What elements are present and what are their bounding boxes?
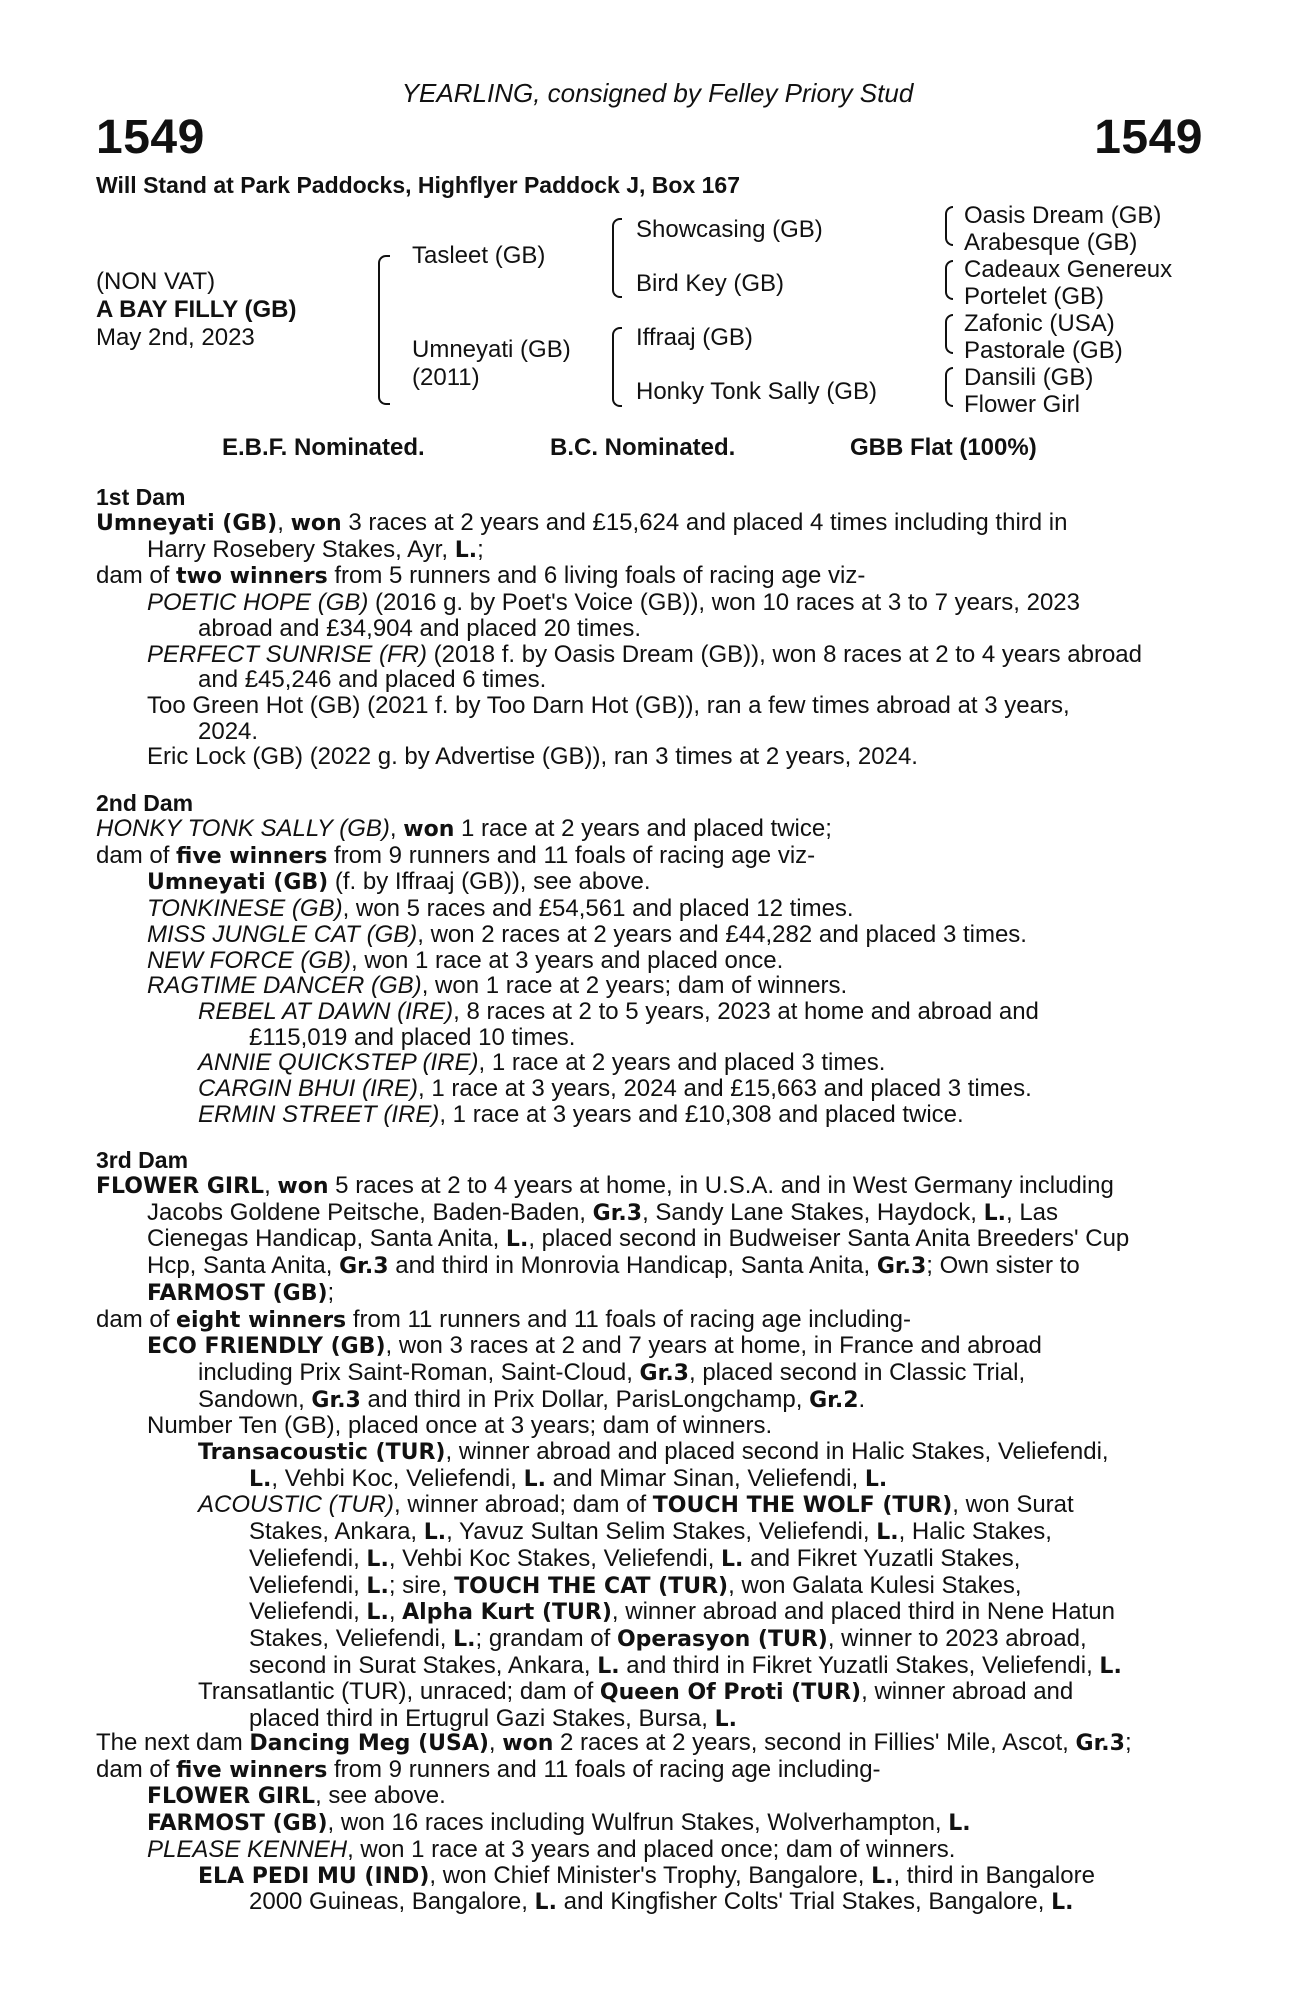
text-line (96, 1076, 1201, 1102)
text-run: FLOWER GIRL (96, 1174, 265, 1199)
text-line (96, 563, 1201, 590)
text-run: Veliefendi, (249, 1598, 367, 1626)
text-run: Dancing Meg (USA) (249, 1731, 489, 1756)
text-run: HONKY TONK SALLY (GB) (96, 815, 390, 842)
text-run: Gr.3 (876, 1254, 927, 1280)
ebf-nomination: E.B.F. Nominated. (222, 434, 425, 461)
text-run: , winner abroad and placed third in Nene Hatun (611, 1598, 1115, 1626)
text-run: Cienegas Handicap, Santa Anita, (147, 1225, 506, 1253)
pedigree-g4: Portelet (GB) (964, 283, 1105, 310)
text-run: , won 16 races including Wulfrun Stakes, Wolverhampton, (327, 1809, 949, 1837)
text-run: five winners (176, 843, 328, 869)
pedigree-dam-year: (2011) (412, 364, 480, 391)
text-line: abroad and £34,904 and placed 20 times. (198, 614, 642, 642)
text-line (96, 948, 1201, 974)
text-run: L. (366, 1573, 389, 1599)
text-run: , winner abroad and (861, 1678, 1074, 1706)
text-line (96, 816, 1201, 843)
text-line (96, 1519, 1201, 1546)
text-run: The next dam (96, 1729, 250, 1756)
stand-location: Will Stand at Park Paddocks, Highflyer Paddock J, Box 167 (96, 172, 740, 198)
text-line (96, 1200, 1201, 1227)
text-run: L. (871, 1863, 894, 1889)
text-run: , Sandy Lane Stakes, Haydock, (642, 1198, 984, 1226)
pedigree-brace-g3 (945, 314, 953, 354)
text-run: L. (523, 1466, 546, 1492)
pedigree-g2: Arabesque (GB) (964, 229, 1138, 256)
text-line (96, 843, 1201, 870)
text-run: and third in Monrovia Handicap, Santa Anita, (388, 1252, 877, 1280)
text-run: ; (327, 1278, 335, 1306)
text-line (96, 1546, 1201, 1573)
lot-number-right: 1549 (1094, 111, 1203, 164)
text-run: , see above. (315, 1782, 446, 1810)
text-line (96, 1889, 1201, 1916)
vat-status: (NON VAT) (96, 268, 216, 295)
text-run: including Prix Saint-Roman, Saint-Cloud, (198, 1358, 640, 1386)
text-line: £115,019 and placed 10 times. (249, 1023, 576, 1051)
pedigree-brace-gen1 (378, 255, 390, 405)
text-run: L. (366, 1600, 389, 1626)
text-run: and Kingfisher Colts' Trial Stakes, Bangalore, (556, 1888, 1052, 1916)
pedigree-g5: Zafonic (USA) (964, 310, 1115, 337)
text-run: , 1 race at 3 years and £10,308 and placed twice. (439, 1100, 964, 1128)
text-run: ACOUSTIC (TUR) (198, 1491, 394, 1519)
lot-number-left: 1549 (96, 111, 205, 164)
text-line (96, 1333, 1201, 1360)
text-run: , 1 race at 3 years, 2024 and £15,663 and placed 3 times. (418, 1075, 1032, 1103)
text-run: Stakes, Veliefendi, (249, 1624, 454, 1652)
text-run: ; (477, 535, 484, 563)
text-run: won (403, 817, 455, 842)
text-run: , winner abroad; dam of (393, 1491, 653, 1519)
text-line (96, 1783, 1201, 1810)
text-line: 2024. (198, 717, 259, 745)
text-run: 2 races at 2 years, second in Fillies' Mile, Ascot, (553, 1729, 1076, 1756)
text-run: Queen Of Proti (TUR) (599, 1680, 862, 1706)
text-line (96, 1173, 1201, 1200)
text-line (96, 896, 1201, 922)
text-run: Alpha Kurt (TUR) (402, 1600, 612, 1626)
text-run: POETIC HOPE (GB) (147, 589, 369, 617)
text-line (96, 510, 1201, 537)
text-run: , third in Bangalore (893, 1861, 1095, 1889)
pedigree-sire-dam: Bird Key (GB) (636, 270, 785, 297)
gbb-flat: GBB Flat (100%) (850, 434, 1037, 461)
text-run: won (290, 511, 342, 536)
text-run: 3 races at 2 years and £15,624 and placed 4 times including third in (341, 509, 1068, 536)
text-run: and third in Prix Dollar, ParisLongchamp, (360, 1385, 810, 1413)
text-line (96, 1837, 1201, 1863)
pedigree-dam-sire: Iffraaj (GB) (636, 324, 753, 351)
second-dam-text (96, 816, 1201, 1127)
text-run: ; sire, (388, 1571, 455, 1599)
text-line (96, 1653, 1201, 1680)
text-run: from 5 runners and 6 living foals of racing age viz- (327, 562, 866, 590)
text-run: Gr.3 (639, 1360, 689, 1386)
text-line (96, 1810, 1201, 1837)
text-run: L. (948, 1811, 971, 1837)
pedigree-brace-g1 (945, 206, 953, 246)
first-dam-text (96, 510, 1201, 770)
text-run: Gr.2 (809, 1387, 859, 1413)
text-run: L. (453, 1626, 476, 1652)
text-run: , (264, 1172, 278, 1199)
text-run: second in Surat Stakes, Ankara, (249, 1651, 598, 1679)
text-run: L. (505, 1227, 529, 1253)
text-line (96, 1466, 1201, 1493)
bc-nomination: B.C. Nominated. (550, 434, 736, 461)
pedigree-dam-dam: Honky Tonk Sally (GB) (636, 378, 877, 405)
text-run: L. (454, 537, 478, 563)
text-run: Transacoustic (TUR) (198, 1440, 446, 1466)
text-run: , won Galata Kulesi Stakes, (728, 1571, 1022, 1599)
text-run: dam of (96, 1305, 177, 1333)
text-run: ERMIN STREET (IRE) (198, 1100, 440, 1128)
text-run: , (388, 1598, 403, 1626)
pedigree-g3: Cadeaux Genereux (964, 256, 1173, 283)
text-run: L. (714, 1707, 737, 1733)
second-dam-heading: 2nd Dam (96, 790, 194, 816)
pedigree-g7: Dansili (GB) (964, 364, 1094, 391)
text-line (96, 1102, 1201, 1128)
text-run: eight winners (176, 1307, 347, 1333)
text-run: PLEASE KENNEH (147, 1835, 348, 1863)
text-run: , won 1 race at 2 years; dam of winners. (421, 972, 848, 1000)
text-run: , (277, 509, 284, 536)
horse-name: A BAY FILLY (GB) (96, 296, 297, 323)
text-run: Gr.3 (311, 1387, 361, 1413)
text-run: TONKINESE (GB) (147, 895, 343, 923)
text-run: , winner to 2023 abroad, (827, 1624, 1087, 1652)
text-run: ; grandam of (475, 1624, 617, 1652)
text-run: L. (876, 1520, 899, 1546)
text-line: Eric Lock (GB) (2022 g. by Advertise (GB)), ran 3 times at 2 years, 2024. (147, 743, 918, 771)
text-run: TOUCH THE CAT (TUR) (454, 1573, 729, 1599)
third-dam-text (96, 1173, 1201, 1733)
text-run: , Vehbi Koc, Veliefendi, (271, 1464, 524, 1492)
text-run: , (488, 1729, 503, 1756)
text-run: , Halic Stakes, (898, 1518, 1052, 1546)
pedigree-g1: Oasis Dream (GB) (964, 202, 1162, 229)
text-run: Gr.3 (592, 1200, 643, 1226)
text-line (96, 1492, 1201, 1519)
first-dam-heading: 1st Dam (96, 484, 186, 510)
text-line (96, 922, 1201, 948)
text-run: Veliefendi, (249, 1571, 367, 1599)
text-run: , 8 races at 2 to 5 years, 2023 at home and abroad and (453, 997, 1039, 1025)
foaling-date: May 2nd, 2023 (96, 324, 255, 351)
text-run: won (277, 1174, 329, 1199)
pedigree-brace-sire (612, 218, 622, 298)
text-run: , Vehbi Koc Stakes, Veliefendi, (388, 1544, 722, 1572)
text-line (96, 590, 1201, 616)
text-run: Umneyati (GB) (96, 511, 278, 536)
text-run: L. (1051, 1890, 1074, 1916)
text-run: FARMOST (GB) (147, 1280, 328, 1306)
text-run: MISS JUNGLE CAT (GB) (147, 920, 418, 948)
text-run: (2018 f. by Oasis Dream (GB)), won 8 races at 2 to 4 years abroad (427, 640, 1142, 668)
text-run: 2000 Guineas, Bangalore, (249, 1888, 535, 1916)
pedigree-sire-sire: Showcasing (GB) (636, 216, 823, 243)
text-line (96, 1626, 1201, 1653)
text-line (96, 1599, 1201, 1626)
text-line (96, 1226, 1201, 1253)
text-run: , won 2 races at 2 years and £44,282 and placed 3 times. (417, 920, 1027, 948)
text-line (96, 1679, 1201, 1706)
text-run: Sandown, (198, 1385, 312, 1413)
text-run: from 9 runners and 11 foals of racing age including- (327, 1755, 881, 1783)
text-line (96, 1573, 1201, 1600)
pedigree-brace-dam (612, 327, 622, 407)
text-run: Operasyon (TUR) (616, 1626, 828, 1652)
text-run: L. (423, 1520, 447, 1546)
text-run: . (858, 1385, 866, 1413)
text-run: Transatlantic (TUR), unraced; dam of (198, 1678, 600, 1706)
text-line: Too Green Hot (GB) (2021 f. by Too Darn Hot (GB)), ran a few times abroad at 3 years, (147, 691, 1070, 719)
text-run: ECO FRIENDLY (GB) (147, 1334, 386, 1360)
text-run: , won Chief Minister's Trophy, Bangalore, (429, 1861, 872, 1889)
text-run: Umneyati (GB) (147, 870, 329, 896)
text-run: Jacobs Goldene Peitsche, Baden-Baden, (147, 1198, 593, 1226)
text-line (96, 999, 1201, 1025)
text-run: REBEL AT DAWN (IRE) (198, 997, 454, 1025)
text-run: , 1 race at 2 years and placed 3 times. (478, 1049, 886, 1077)
text-run: RAGTIME DANCER (GB) (147, 972, 422, 1000)
text-run: two winners (176, 564, 328, 590)
third-dam-heading: 3rd Dam (96, 1147, 189, 1173)
text-run: L. (249, 1466, 272, 1492)
text-line (96, 1757, 1201, 1784)
text-run: L. (983, 1200, 1006, 1226)
text-line (96, 1253, 1201, 1280)
text-run: won (502, 1731, 554, 1756)
text-run: , won 1 race at 3 years and placed once; dam of winners. (347, 1835, 956, 1863)
text-run: (f. by Iffraaj (GB)), see above. (328, 868, 651, 896)
text-line (96, 537, 1201, 564)
text-run: five winners (176, 1757, 328, 1783)
text-run: CARGIN BHUI (IRE) (198, 1075, 419, 1103)
text-run: , won Surat (952, 1491, 1074, 1519)
text-run: and Mimar Sinan, Veliefendi, (545, 1464, 865, 1492)
text-run: and third in Fikret Yuzatli Stakes, Veliefendi, (619, 1651, 1100, 1679)
text-run: ; (1124, 1729, 1132, 1756)
text-run: , placed second in Classic Trial, (688, 1358, 1026, 1386)
text-run: , (389, 815, 404, 842)
text-run: TOUCH THE WOLF (TUR) (652, 1493, 953, 1519)
next-dam-text (96, 1730, 1201, 1916)
text-run: , won 1 race at 3 years and placed once. (351, 946, 784, 974)
text-run: Stakes, Ankara, (249, 1518, 424, 1546)
text-run: dam of (96, 1755, 177, 1783)
text-run: FLOWER GIRL (147, 1784, 316, 1810)
text-line (96, 642, 1201, 668)
text-line: and £45,246 and placed 6 times. (198, 666, 547, 694)
text-run: dam of (96, 562, 177, 590)
text-run: L. (597, 1653, 620, 1679)
text-run: ELA PEDI MU (IND) (198, 1863, 430, 1889)
text-run: , won 3 races at 2 and 7 years at home, in France and abroad (385, 1332, 1042, 1360)
pedigree-g8: Flower Girl (964, 391, 1081, 418)
text-run: 5 races at 2 to 4 years at home, in U.S.A. and in West Germany including (328, 1172, 1114, 1199)
text-run: from 9 runners and 11 foals of racing age viz- (327, 841, 816, 869)
text-run: L. (1099, 1653, 1122, 1679)
pedigree-g6: Pastorale (GB) (964, 337, 1123, 364)
text-run: , Yavuz Sultan Selim Stakes, Veliefendi, (446, 1518, 877, 1546)
text-run: L. (534, 1890, 557, 1916)
text-run: PERFECT SUNRISE (FR) (147, 640, 428, 668)
text-run: 1 race at 2 years and placed twice; (454, 815, 832, 842)
text-line (96, 1050, 1201, 1076)
text-line (96, 1307, 1201, 1334)
text-line (96, 869, 1201, 896)
text-run: from 11 runners and 11 foals of racing age including- (346, 1305, 911, 1333)
pedigree-sire: Tasleet (GB) (412, 242, 546, 269)
text-line (96, 1280, 1201, 1307)
text-run: Gr.3 (1075, 1731, 1125, 1756)
pedigree-brace-g2 (945, 260, 953, 300)
text-run: (2016 g. by Poet's Voice (GB)), won 10 races at 3 to 7 years, 2023 (368, 589, 1080, 617)
text-run: Harry Rosebery Stakes, Ayr, (147, 535, 455, 563)
text-run: L. (721, 1546, 744, 1572)
text-line (96, 1439, 1201, 1466)
text-line (96, 1360, 1201, 1387)
text-line (96, 1863, 1201, 1890)
text-line (96, 1387, 1201, 1414)
text-run: L. (864, 1466, 888, 1492)
text-run: , placed second in Budweiser Santa Anita Breeders' Cup (528, 1225, 1130, 1253)
text-run: FARMOST (GB) (147, 1811, 328, 1837)
text-run: and Fikret Yuzatli Stakes, (743, 1544, 1021, 1572)
text-run: ANNIE QUICKSTEP (IRE) (198, 1049, 479, 1077)
text-run: dam of (96, 841, 177, 869)
text-line: Number Ten (GB), placed once at 3 years; dam of winners. (147, 1412, 773, 1440)
text-line (96, 973, 1201, 999)
text-run: ; Own sister to (926, 1252, 1080, 1280)
consignor-line: YEARLING, consigned by Felley Priory Stud (401, 78, 914, 108)
text-run: Hcp, Santa Anita, (147, 1252, 340, 1280)
text-run: placed third in Ertugrul Gazi Stakes, Bursa, (249, 1705, 715, 1733)
text-run: L. (366, 1546, 389, 1572)
text-run: Veliefendi, (249, 1544, 367, 1572)
text-run: NEW FORCE (GB) (147, 946, 351, 974)
text-run: , won 5 races and £54,561 and placed 12 times. (342, 895, 854, 923)
text-run: , winner abroad and placed second in Halic Stakes, Veliefendi, (445, 1438, 1109, 1466)
text-line (96, 1730, 1201, 1757)
pedigree-brace-g4 (945, 367, 953, 407)
text-run: Gr.3 (339, 1254, 389, 1280)
text-run: , Las (1006, 1198, 1059, 1226)
pedigree-dam: Umneyati (GB) (412, 336, 571, 363)
